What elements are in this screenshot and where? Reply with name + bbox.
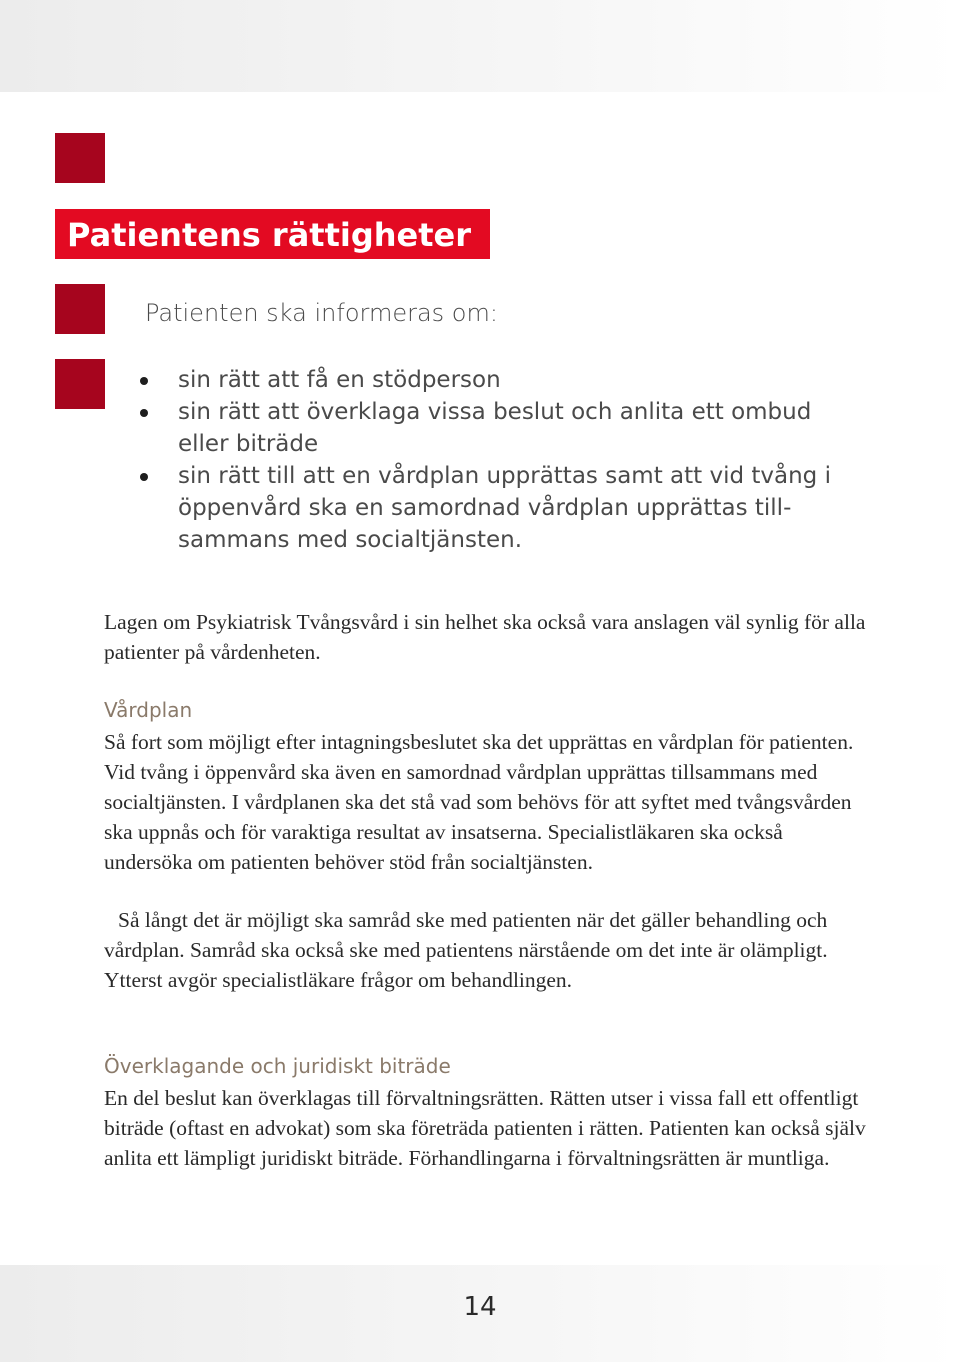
bullet-item: sin rätt att överklaga vissa beslut och anlita ett ombud eller biträde <box>140 396 860 460</box>
title-bar <box>55 209 490 259</box>
vardplan-paragraph-2: Så långt det är möjligt ska samråd ske med patienten när det gäller behandling och vårdplan. Samråd ska också ske med patientens närstående om det inte är olämpligt. Ytterst avgör specialistläkare frågor om behandlingen. <box>104 908 828 992</box>
top-band <box>0 0 960 92</box>
overklagande-paragraph: En del beslut kan överklagas till förvaltningsrätten. Rätten utser i vissa fall ett offentligt biträde (oftast en advokat) som ska företräda patienten i rätten. Patienten kan också själv anlita ett lämpligt juridiskt biträde. Förhandlingarna i förvaltningsrätten är muntliga. <box>104 1086 866 1170</box>
info-bullet-list <box>140 364 860 556</box>
page-title: Patientens rättigheter <box>67 216 472 254</box>
intro-text: Patienten ska informeras om: <box>145 299 498 327</box>
decorative-square <box>55 284 105 334</box>
bullet-item: sin rätt att få en stödperson <box>140 364 860 396</box>
bullet-item: sin rätt till att en vårdplan upprättas samt att vid tvång i öppenvård ska en samordnad vårdplan upprättas tillsammans med socialtjänsten. <box>140 460 860 556</box>
decorative-square <box>55 359 105 409</box>
vardplan-heading: Vårdplan <box>104 698 193 722</box>
vardplan-paragraph-1: Så fort som möjligt efter intagningsbeslutet ska det upprättas en vårdplan för patienten. Vid tvång i öppenvård ska även en samordnad vårdplan upprättas tillsammans med socialtjänsten. I vårdplanen ska det stå vad som behövs för att syftet med tvångsvården ska uppnås och för varaktiga resultat av insatserna. Specialistläkaren ska också undersöka om patienten behöver stöd från socialtjänsten. <box>104 730 854 874</box>
overklagande-heading: Överklagande och juridiskt biträde <box>104 1054 451 1078</box>
page-number: 14 <box>463 1292 497 1322</box>
law-paragraph: Lagen om Psykiatrisk Tvångsvård i sin helhet ska också vara anslagen väl synlig för alla patienter på vårdenheten. <box>104 610 866 664</box>
decorative-square <box>55 133 105 183</box>
